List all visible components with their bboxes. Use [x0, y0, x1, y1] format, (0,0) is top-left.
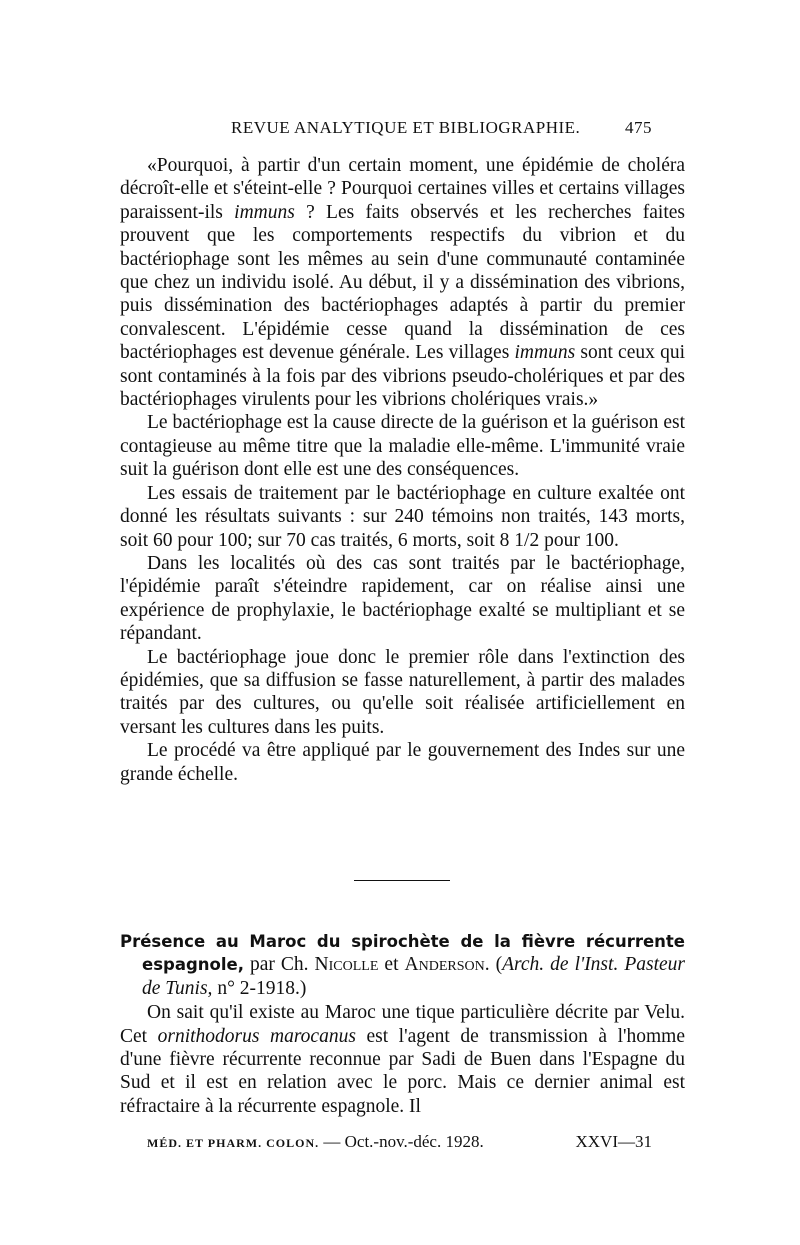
page-footer — [147, 1132, 667, 1156]
article-review — [120, 930, 685, 1118]
running-title: REVUE ANALYTIQUE ET BIBLIOGRAPHIE. — [231, 118, 581, 137]
running-header — [0, 118, 800, 142]
page-number: 475 — [625, 118, 652, 137]
author-name: Anderson — [404, 954, 485, 976]
paragraph: Le procédé va être appliqué par le gouvernement des Indes sur une grande échelle. — [120, 740, 685, 785]
paragraph: On sait qu'il existe au Maroc une tique particulière décrite par Velu. Cet ornithodorus marocanus est l'agent de transmission à l'homme d'une fièvre récurrente reconnue par Sadi de Buen dans l'Espagne du Sud et il est en relation avec le porc. Mais ce dernier animal est réfractaire à la récurrente espagnole. Il — [120, 1002, 685, 1117]
quote-paragraph: «Pourquoi, à partir d'un certain moment, une épidémie de choléra décroît-elle et s'éteint-elle ? Pourquoi certaines villes et certains villages paraissent-ils immuns ? Les faits observés et les recherches faites prouvent que les comportements respectifs du vibrion et du bactériophage sont les mêmes au sein d'une communauté contaminée que chez un individu isolé. Au début, il y a dissémination des vibrions, puis dissémination des bactériophages adaptés à partir du premier convalescent. L'épidémie cesse quand la dissémination de ces bactériophages est devenue générale. Les villages immuns sont ceux qui sont contaminés à la fois par des vibrions pseudo-cholériques et par des bactériophages virulents pour les vibrions cholériques vrais.» — [120, 155, 685, 411]
paragraph: Les essais de traitement par le bactériophage en culture exaltée ont donné les résultats suivants : sur 240 témoins non traités, 143 morts, soit 60 pour 100; sur 70 cas traités, 6 morts, soit 8 1/2 pour 100. — [120, 482, 685, 551]
footer-journal: MÉD. ET PHARM. COLON. — [147, 1136, 320, 1150]
paragraph: Le bactériophage joue donc le premier rôle dans l'extinction des épidémies, que sa diffusion se fasse naturellement, à partir des malades traités par des cultures, ou qu'elle soit réalisée artificiellement en versant les cultures dans les puits. — [120, 646, 685, 738]
section-divider — [354, 880, 450, 881]
footer-volume: XXVI—31 — [575, 1132, 652, 1151]
paragraph: Le bactériophage est la cause directe de la guérison et la guérison est contagieuse au même titre que la maladie elle-même. L'immunité vraie suit la guérison dont elle est une des conséquences. — [120, 412, 685, 481]
article-heading: Présence au Maroc du spirochète de la fièvre récurrente espagnole, par Ch. Nicolle et Anderson. (Arch. de l'Inst. Pasteur de Tunis, n° 2-1918.) — [120, 932, 685, 999]
footer-date: — Oct.-nov.-déc. 1928. — [319, 1132, 484, 1151]
paragraph: Dans les localités où des cas sont traités par le bactériophage, l'épidémie paraît s'éteindre rapidement, car on réalise ainsi une expérience de prophylaxie, le bactériophage exalté se multipliant et se répandant. — [120, 552, 685, 645]
review-body — [120, 154, 685, 786]
source-journal: Arch. de l'Inst. Pasteur de Tunis, — [142, 954, 685, 999]
article-title: Présence au Maroc du spirochète de la fièvre récurrente espagnole, — [120, 932, 685, 975]
author-name: Nicolle — [314, 954, 379, 976]
